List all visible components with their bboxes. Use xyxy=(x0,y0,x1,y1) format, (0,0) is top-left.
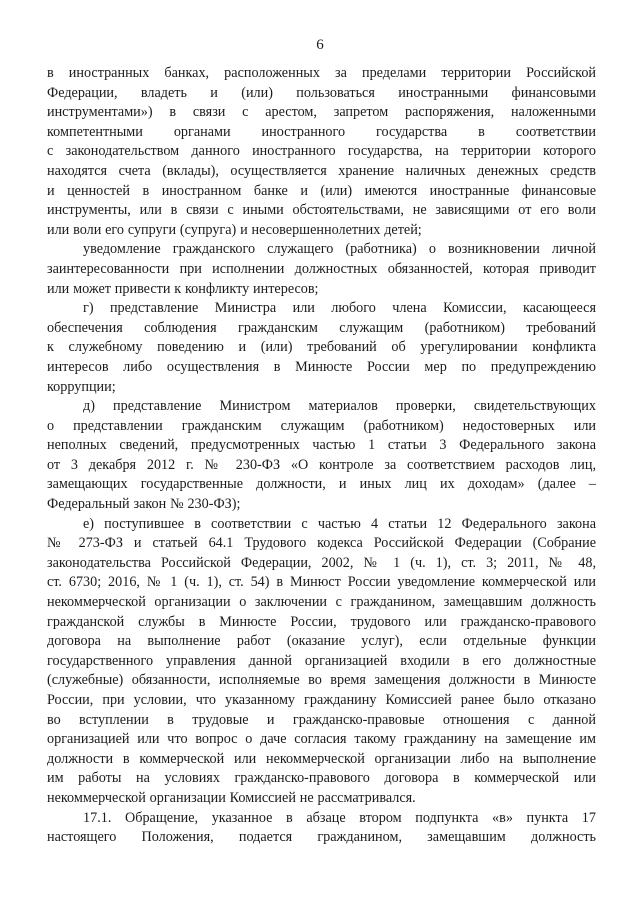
text-line: России, при условии, что указанному гражданину Комиссией ранее было отказано xyxy=(47,692,596,708)
text-line: договора на выполнение работ (оказание услуг), если отдельные функции xyxy=(47,633,596,650)
text-line: коррупции; xyxy=(47,378,116,395)
text-line: заинтересованности при исполнении должностных обязанностей, которая приводит xyxy=(47,260,596,277)
text-line: или может привести к конфликту интересов; xyxy=(47,280,319,297)
text-line: к служебному поведению и (или) требований об урегулировании конфликта xyxy=(47,339,596,356)
text-line: и ценностей в иностранном банке и (или) имеются иностранные финансовые xyxy=(47,182,596,199)
text-line: инструментами») в связи с арестом, запретом распоряжения, наложенными xyxy=(47,104,596,121)
text-line: во вступлении в трудовые и гражданско-правовые отношения с данной xyxy=(47,711,596,728)
page-number: 6 xyxy=(316,37,324,53)
text-line: д) представление Министром материалов проверки, свидетельствующих xyxy=(83,398,596,415)
text-line: 17.1. Обращение, указанное в абзаце втором подпункта «в» пункта 17 xyxy=(83,809,596,826)
text-line: о представлении гражданским служащим (работником) недостоверных или xyxy=(47,417,596,434)
text-line: некоммерческой организации Комиссией не рассматривался. xyxy=(47,789,416,806)
text-line: находятся счета (вклады), осуществляется хранение наличных денежных средств xyxy=(47,162,596,179)
text-line: гражданской службы в Минюсте России, трудового или гражданско-правового xyxy=(47,613,596,630)
text-line: ст. 6730; 2016, № 1 (ч. 1), ст. 54) в Минюст России уведомление коммерческой или xyxy=(47,574,596,591)
text-line: уведомление гражданского служащего (работника) о возникновении личной xyxy=(83,241,596,258)
text-line: неполных сведений, предусмотренных частью 1 статьи 3 Федерального закона xyxy=(47,437,596,454)
text-line: г) представление Министра или любого члена Комиссии, касающееся xyxy=(83,300,596,317)
text-line: государственного управления данной организацией входили в его должностные xyxy=(47,652,596,669)
text-line: или воли его супруги (супруга) и несовершеннолетних детей; xyxy=(47,221,422,238)
text-line: компетентными органами иностранного государства в соответствии xyxy=(47,123,596,140)
text-block xyxy=(47,64,596,848)
text-line: законодательства Российской Федерации, 2002, № 1 (ч. 1), ст. 3; 2011, № 48, xyxy=(47,554,596,571)
text-line: инструменты, или в связи с иными обстоятельствами, не зависящими от его воли xyxy=(47,202,596,219)
text-line: е) поступившее в соответствии с частью 4 статьи 12 Федерального закона xyxy=(83,515,596,532)
text-line: обеспечения соблюдения гражданским служащим (работником) требований xyxy=(47,319,596,336)
text-line: № 273-ФЗ и статьей 64.1 Трудового кодекса Российской Федерации (Собрание xyxy=(47,535,596,552)
text-line: Федеральный закон № 230-ФЗ); xyxy=(47,496,241,513)
text-line: интересов либо осуществления в Минюсте России мер по предупреждению xyxy=(47,358,596,375)
text-line: (служебные) обязанности, исполняемые во время замещения должности в Минюсте xyxy=(47,672,596,689)
text-line: от 3 декабря 2012 г. № 230-ФЗ «О контроле за соответствием расходов лиц, xyxy=(47,456,596,473)
text-line: настоящего Положения, подается гражданином, замещавшим должность xyxy=(47,829,596,846)
text-line: Федерации, владеть и (или) пользоваться иностранными финансовыми xyxy=(47,84,596,101)
text-line: организацией или что вопрос о даче согласия такому гражданину на замещение им xyxy=(47,731,596,748)
text-line: должности в коммерческой или некоммерческой организации либо на выполнение xyxy=(47,750,596,767)
text-line: с законодательством данного иностранного государства, на территории которого xyxy=(47,143,596,160)
text-line: в иностранных банках, расположенных за пределами территории Российской xyxy=(47,65,596,81)
text-line: замещающих государственные должности, и иных лиц их доходам» (далее – xyxy=(47,476,596,493)
text-line: некоммерческой организации о заключении с гражданином, замещавшим должность xyxy=(47,594,596,611)
text-line: им работы на условиях гражданско-правового договора в коммерческой или xyxy=(47,770,596,787)
